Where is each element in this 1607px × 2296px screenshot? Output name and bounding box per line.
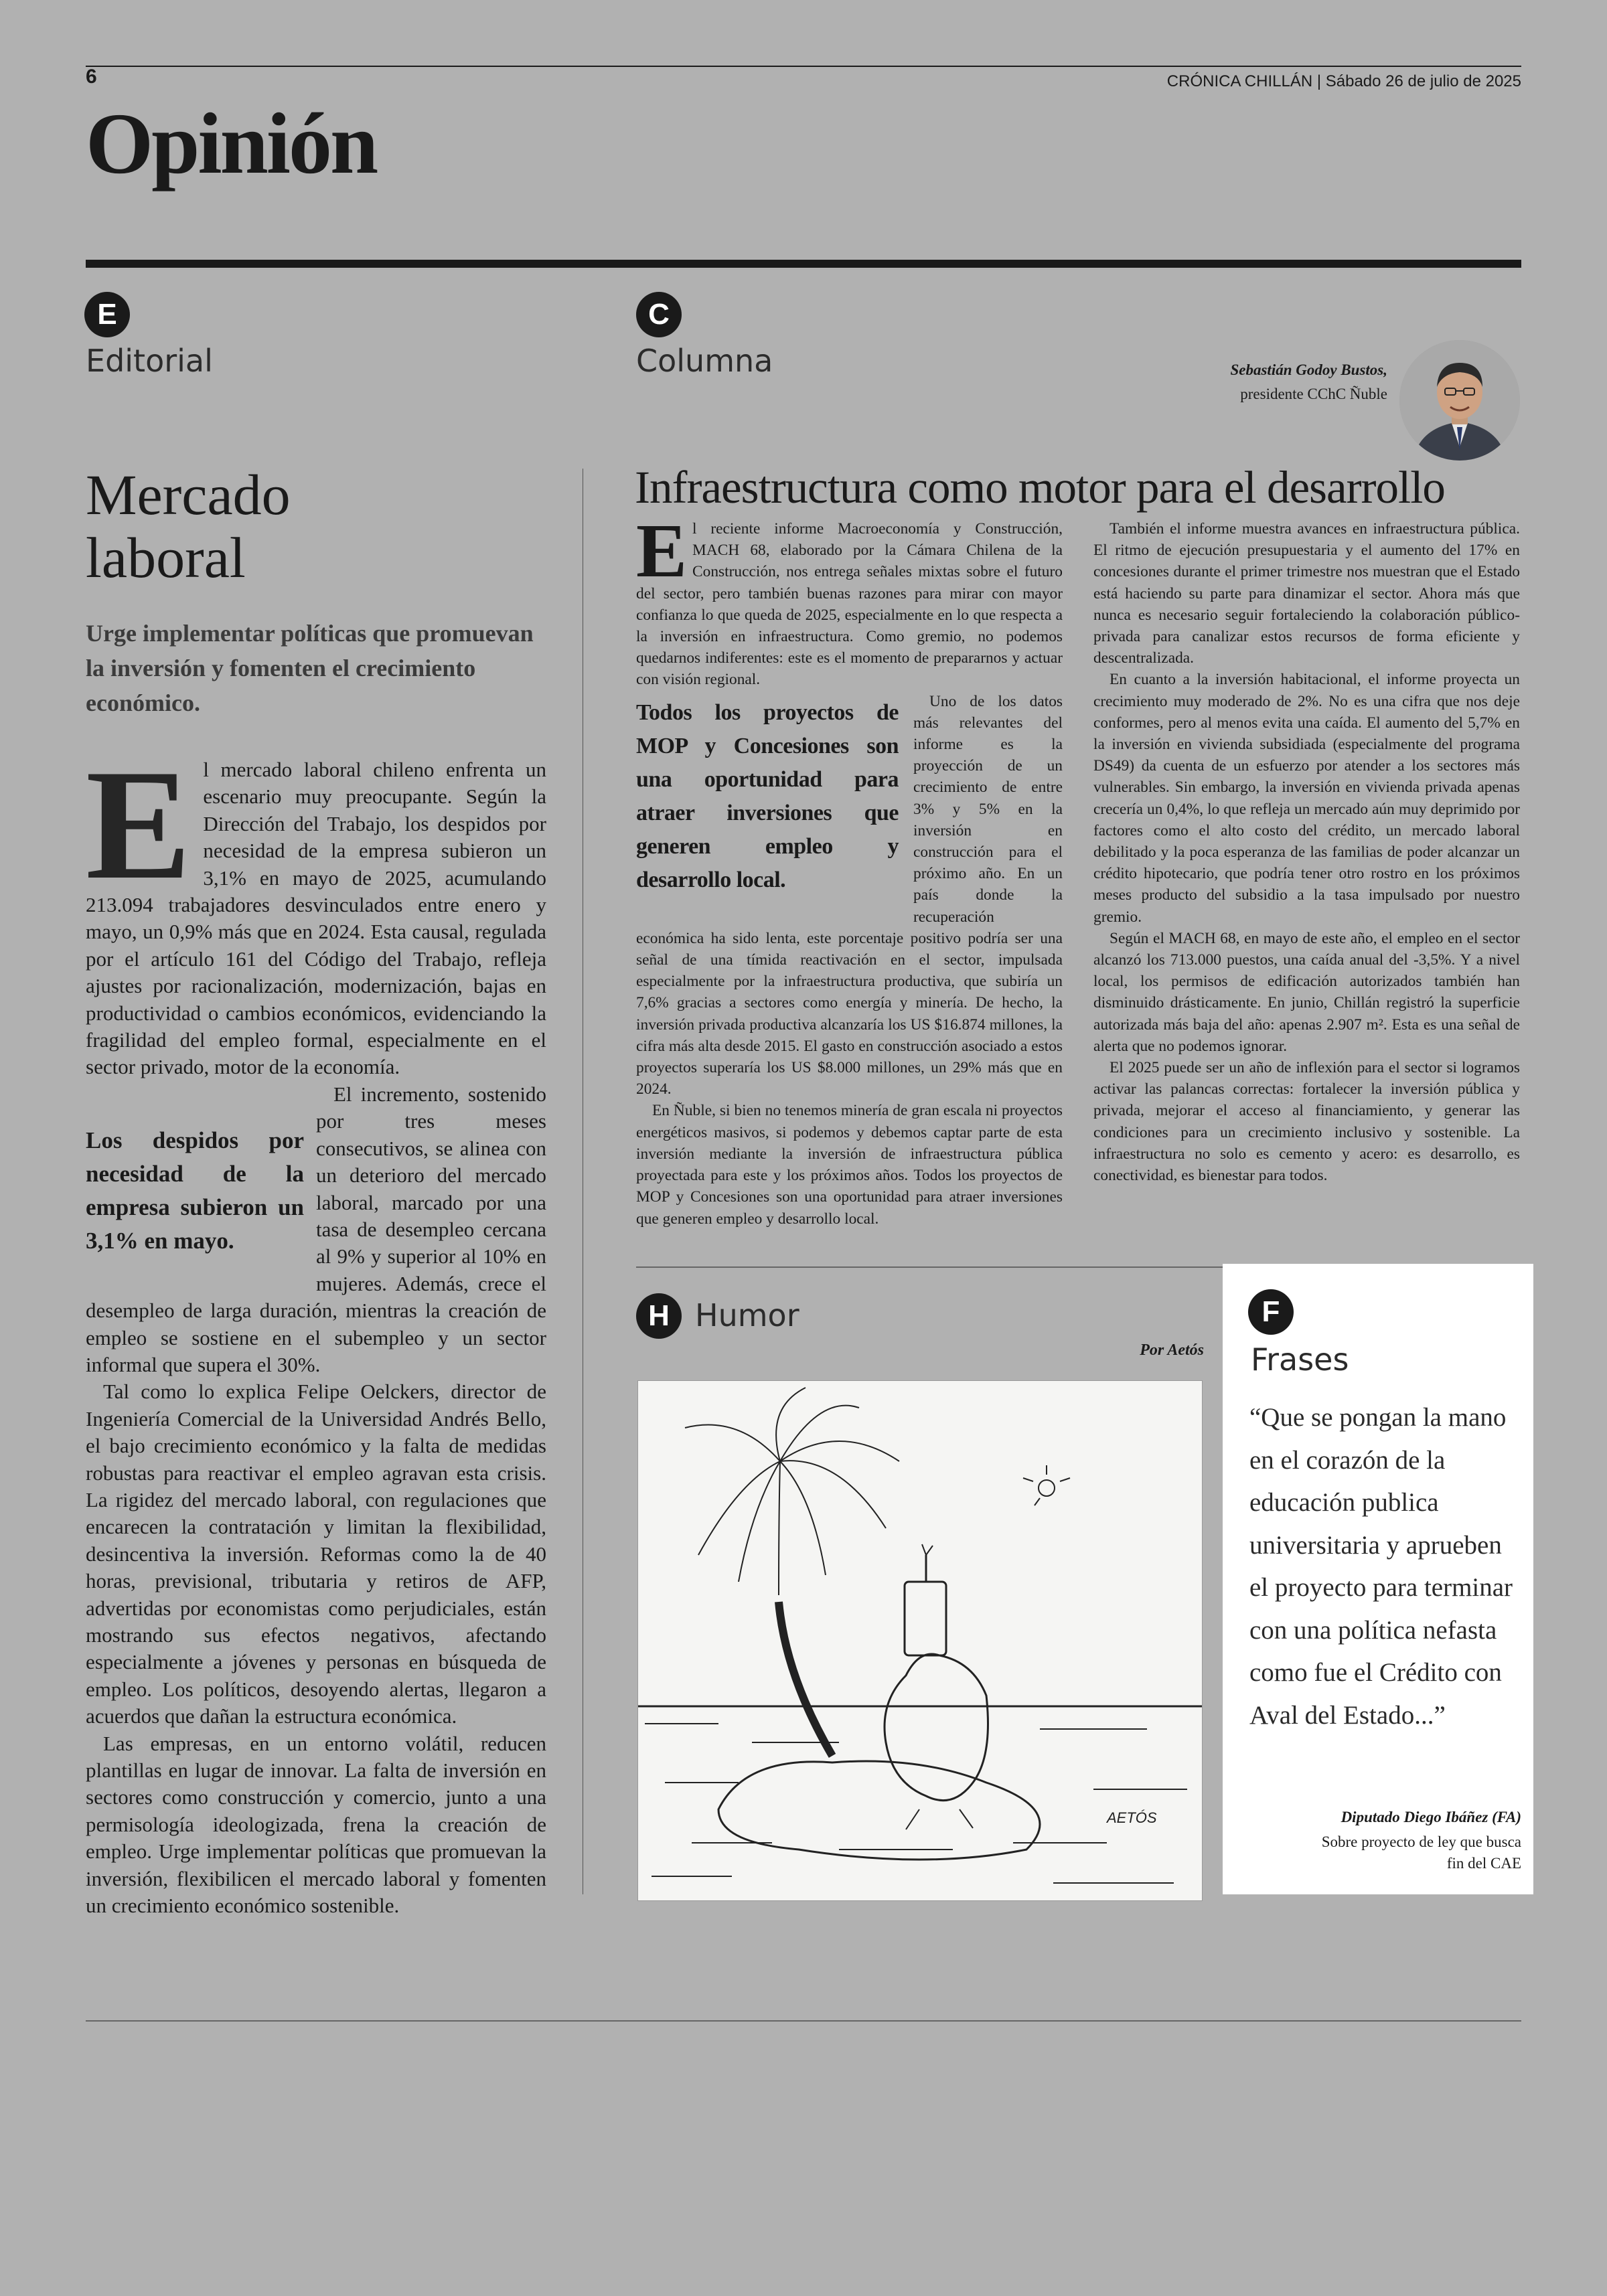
page-number: 6: [86, 66, 97, 88]
editorial-title-line2: laboral: [86, 525, 246, 590]
editorial-badge: E: [84, 292, 130, 337]
frases-author: Diputado Diego Ibáñez (FA): [1341, 1809, 1521, 1825]
editorial-pull-quote: Los despidos por necesidad de la empresa subieron un 3,1% en mayo.: [86, 1127, 304, 1254]
editorial-title-line1: Mercado: [86, 463, 291, 527]
column-paragraph: El 2025 puede ser un año de inflexión para el sector si logramos activar las palancas correctas: fortalecer la inversión pública y privada, mejorar el acceso al financiamiento, y generar las condiciones para un crecimiento inclusivo y sostenible. La infraestructura no solo es cemento y acero: es desarrollo, es conectividad, es bienestar para todos.: [1093, 1059, 1520, 1185]
section-title: Opinión: [86, 96, 377, 192]
author-photo: [1399, 340, 1520, 461]
editorial-body: [86, 738, 546, 1919]
column-label: Columna: [636, 343, 773, 379]
column-drop-cap: E: [636, 508, 688, 593]
column-body: [636, 508, 1520, 1230]
cartoon-signature: AETÓS: [1107, 1809, 1157, 1826]
frases-label: Frases: [1251, 1341, 1349, 1378]
column-paragraph: l reciente informe Macroeconomía y Construcción, MACH 68, elaborado por la Cámara Chilena de la Construcción, nos entrega señales mixtas sobre el futuro del sector, pero también buenas razones para mirar con mayor confianza lo que queda de 2025, especialmente en lo que respecta a la inversión en infraestructura. Como gremio, no podemos quedarnos indiferentes: este es el momento de prepararnos y actuar con visión regional.: [636, 520, 1063, 689]
section-rule: [86, 260, 1521, 268]
frases-context: Sobre proyecto de ley que busca fin del CAE: [1321, 1833, 1521, 1872]
column-author-role: presidente CChC Ñuble: [1240, 386, 1387, 402]
editorial-paragraph: El incremento, sostenido por tres meses consecutivos, se alinea con un deterioro del mercado laboral, marcado por una tasa de desempleo cercana al 9% y superior al 10% en mujeres. Además, crece el desempleo de larga duración, mientras la creación de empleo se sostiene en el subempleo y un sector informal que supera el 30%.: [86, 1082, 546, 1376]
editorial-deck: Urge implementar políticas que promuevan la inversión y fomenten el crecimiento económico.: [86, 620, 534, 716]
top-rule: [86, 66, 1521, 67]
column-paragraph: En Ñuble, si bien no tenemos minería de gran escala ni proyectos energéticos masivos, si podemos y debemos captar parte de esta inversión mediante la inversión de infraestructura pública proyectada para este y los próximos años. Todos los proyectos de MOP y Concesiones son una oportunidad para atraer inversiones que generen empleo y desarrollo local.: [636, 1102, 1063, 1228]
frases-quote: “Que se pongan la mano en el corazón de la educación publica universitaria y aprueben el proyecto para terminar con una política nefasta como fue el Crédito con Aval del Estado...”: [1249, 1403, 1513, 1730]
editorial-drop-cap: E: [86, 738, 192, 912]
cartoon-image: [637, 1380, 1203, 1901]
humor-badge: H: [636, 1293, 682, 1339]
column-paragraph: También el informe muestra avances en infraestructura pública. El ritmo de ejecución presupuestaria y el aumento del 17% en concesiones durante el primer trimestre nos muestran que el Estado está haciendo su parte para dinamizar el sector. Ahora más que nunca es necesario seguir fortaleciendo la colaboración público-privada para canalizar estos recursos de forma eficiente y descentralizada.: [1093, 520, 1520, 667]
author-portrait-icon: [1399, 340, 1520, 461]
humor-label: Humor: [695, 1297, 799, 1333]
island-cartoon-icon: [638, 1381, 1202, 1900]
column-paragraph: Según el MACH 68, en mayo de este año, el empleo en el sector alcanzó los 713.000 puestos, una caída anual del -3,5%. Y a nivel local, los permisos de edificación autorizados también han disminuido drásticamente. En junio, Chillán registró la superficie autorizada más baja del año: apenas 2.907 m². Esta es una señal de alerta que no podemos ignorar.: [1093, 929, 1520, 1055]
editorial-paragraph: Tal como lo explica Felipe Oelckers, director de Ingeniería Comercial de la Universidad Andrés Bello, el bajo crecimiento económico y la falta de medidas robustas para reactivar el empleo agravan esta crisis. La rigidez del mercado laboral, con regulaciones que encarecen la contratación y limitan la flexibilidad, desincentiva la inversión. Reformas como la de 40 horas, previsional, tributaria y retiros de AFP, advertidas por economistas como perjudiciales, están mostrando sus efectos negativos, afectando especialmente a jóvenes y personas en búsqueda de empleo. Los políticos, desoyendo alertas, llegaron a acuerdos que dañan la estructura económica.: [86, 1380, 546, 1728]
column-paragraph: En cuanto a la inversión habitacional, el informe proyecta un crecimiento muy moderado de 2%. No es una cifra que nos deje conformes, pero al menos evita una caída. El aumento del 5,7% en la inversión en vivienda subsidiada (especialmente del programa DS49) da cuenta de un esfuerzo por atender a los sectores más vulnerables. Sin embargo, la inversión en vivienda privada apenas crecería un 0,4%, lo que refleja un mercado aún muy deprimido por factores como el alto costo del crédito, un mercado laboral debilitado y la poca esperanza de las familias de poder alcanzar un crédito hipotecario, que podría tener otro rostro en los próximos meses producto del subsidio a la tasa impulsado por nuestro gremio.: [1093, 671, 1520, 926]
column-title: Infraestructura como motor para el desarrollo: [635, 462, 1445, 513]
cartoon-credit: Por Aetós: [1140, 1341, 1204, 1359]
frases-badge: F: [1248, 1289, 1294, 1335]
masthead-date: CRÓNICA CHILLÁN | Sábado 26 de julio de 2025: [1166, 72, 1521, 90]
column-paragraph: Uno de los datos más relevantes del informe es la proyección de un crecimiento de entre 3% y 5% en la inversión en construcción para el próximo año. En un país donde la recuperación económica ha sido lenta, este porcentaje positivo podría ser una señal de una tímida reactivación en el sector, impulsada especialmente por la infraestructura productiva, que subiría un 7,6% gracias a sectores como energía y minería. De hecho, la inversión privada productiva alcanzaría los US $16.874 millones, la cifra más alta desde 2015. El gasto en construcción asociado a estos proyectos superaría los US $8.000 millones, un 29% más que en 2024.: [636, 692, 1063, 1098]
bottom-rule: [86, 2020, 1521, 2022]
column-pull-quote: Todos los proyectos de MOP y Concesiones son una oportunidad para atraer inversiones que generen empleo y desarrollo local.: [636, 700, 899, 892]
column-badge: C: [636, 292, 682, 337]
editorial-paragraph: Las empresas, en un entorno volátil, reducen plantillas en lugar de innovar. La falta de inversión en sectores como construcción y comercio, junto a una permisología ideologizada, frena la creación de empleo. Urge implementar políticas que promuevan la inversión, flexibilicen el mercado laboral y fomenten un crecimiento económico sostenible.: [86, 1731, 546, 1918]
editorial-paragraph: l mercado laboral chileno enfrenta un escenario muy preocupante. Según la Dirección del Trabajo, los despidos por necesidad de la empresa subieron un 3,1% en mayo de 2025, acumulando 213.094 trabajadores desvinculados entre enero y mayo, un 0,9% más que en 2024. Esta causal, regulada por el artículo 161 del Código del Trabajo, refleja ajustes por racionalización, modernización, bajas en productividad o cambios económicos, evidenciando la fragilidad del empleo formal, especialmente en el sector privado, motor de la economía.: [86, 758, 546, 1079]
editorial-title: [86, 463, 554, 589]
editorial-label: Editorial: [86, 343, 213, 379]
column-author-name: Sebastián Godoy Bustos,: [1230, 361, 1387, 378]
